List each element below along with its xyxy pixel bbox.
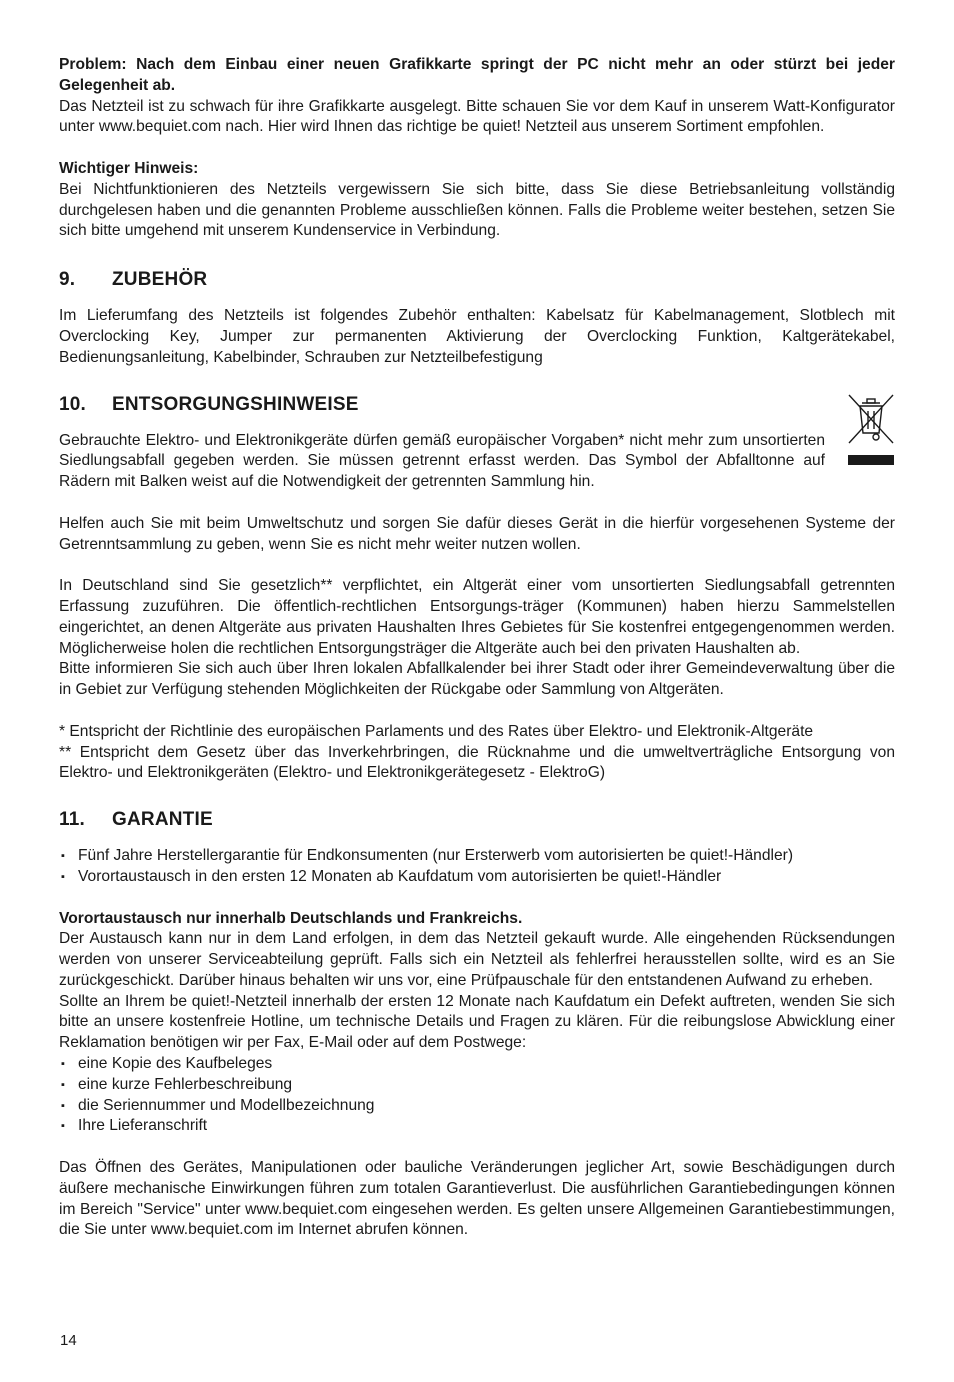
section-11-paragraph-1: Der Austausch kann nur in dem Land erfolgen, in dem das Netzteil gekauft wurde. Alle eingehenden Rücksendungen werden von unserer Serviceabteilung geprüft. Falls sich ein Netzteil als fehlerfrei herausstellen sollte, wird es an Sie zurückgeschickt. Darüber hinaus behalten wir uns vor, eine Prüfpauschale für den entstandenen Aufwand zu erheben.	[59, 930, 895, 989]
list-item: ▪ die Seriennummer und Modellbezeichnung	[59, 1096, 895, 1117]
list-item: ▪ Ihre Lieferanschrift	[59, 1116, 895, 1137]
hint-heading: Wichtiger Hinweis:	[59, 159, 199, 177]
section-10-heading	[59, 393, 895, 417]
warranty-bullet-list	[59, 846, 895, 888]
section-10-number: 10.	[59, 393, 87, 415]
problem-text: Das Netzteil ist zu schwach für ihre Grafikkarte ausgelegt. Bitte schauen Sie vor dem Kauf in unserem Watt-Konfigurator unter www.bequiet.com nach. Hier wird Ihnen das richtige be quiet! Netzteil aus unserem Sortiment empfohlen.	[59, 97, 895, 136]
list-item: ▪ Fünf Jahre Herstellergarantie für Endkonsumenten (nur Ersterwerb vom autorisierten be quiet!-Händler)	[59, 846, 895, 867]
section-9-heading	[59, 268, 895, 292]
section-11-sub-heading: Vorortaustausch nur innerhalb Deutschlands und Frankreichs.	[59, 909, 523, 927]
section-11-heading	[59, 808, 895, 832]
page-number: 14	[60, 1332, 77, 1349]
list-item: ▪ Vorortaustausch in den ersten 12 Monaten ab Kaufdatum vom autorisierten be quiet!-Händler	[59, 867, 895, 888]
section-10-title: ENTSORGUNGSHINWEISE	[112, 393, 359, 415]
crossed-out-wheelie-bin-icon	[847, 393, 895, 467]
section-9-number: 9.	[59, 269, 76, 291]
section-9-text: Im Lieferumfang des Netzteils ist folgendes Zubehör enthalten: Kabelsatz für Kabelmanagement, Slotblech mit Overclocking Key, Jumper zur permanenten Aktivierung der Overclocking Funktion, Kaltgerätekabel, Bedienungsanleitung, Kabelbinder, Schrauben zur Netzteilbefestigung	[59, 307, 895, 366]
section-11-number: 11.	[59, 809, 85, 831]
footnote-2: ** Entspricht dem Gesetz über das Inverkehrbringen, die Rücknahme und die umweltverträgliche Entsorgung von Elektro- und Elektronikgeräten (Elektro- und Elektronikgerätegesetz - ElektroG)	[59, 743, 895, 782]
section-11-paragraph-3: Das Öffnen des Gerätes, Manipulationen oder bauliche Veränderungen jeglicher Art, sowie Beschädigungen durch äußere mechanische Einwirkungen führen zum totalen Garantieverlust. Die ausführlichen Garantiebedingungen können im Bereich "Service" unter www.bequiet.com eingesehen werden. Es gelten unsere Allgemeinen Garantiebestimmungen, die Sie unter www.bequiet.com im Internet abrufen können.	[59, 1159, 895, 1239]
section-10-paragraph-1: Gebrauchte Elektro- und Elektronikgeräte dürfen gemäß europäischer Vorgaben* nicht mehr zum unsortierten Siedlungsabfall gegeben werden. Sie müssen getrennt erfasst werden. Das Symbol der Abfalltonne auf Rädern mit Balken weist auf die Notwendigkeit der getrennten Sammlung hin.	[59, 431, 825, 491]
section-11-paragraph-2: Sollte an Ihrem be quiet!-Netzteil innerhalb der ersten 12 Monate nach Kaufdatum ein Defekt auftreten, wenden Sie sich bitte an unsere kostenfreie Hotline, um technische Details und Fragen zu klären. Für die reibungslose Abwicklung einer Reklamation benötigen wir per Fax, E-Mail oder auf dem Postwege:	[59, 992, 895, 1052]
list-item: ▪ eine Kopie des Kaufbeleges	[59, 1054, 895, 1075]
hint-text: Bei Nichtfunktionieren des Netzteils vergewissern Sie sich bitte, dass Sie diese Betriebsanleitung vollständig durchgelesen haben und die genannten Probleme ausschließen können. Falls die Probleme weiter bestehen, setzen Sie sich bitte umgehend mit unserem Kundenservice in Verbindung.	[59, 180, 895, 240]
footnote-1: * Entspricht der Richtlinie des europäischen Parlaments und des Rates über Elektro- und Elektronik-Altgeräte	[59, 722, 814, 740]
section-10-paragraph-3: In Deutschland sind Sie gesetzlich** verpflichtet, ein Altgerät einer vom unsortierten Siedlungsabfall getrennten Erfassung zuzuführen. Die öffentlich-rechtlichen Entsorgungs-träger (Kommunen) haben hierzu Sammelstellen eingerichtet, an denen Altgeräte aus privaten Haushalten Ihres Gebietes für Sie kostenfrei entgegengenommen werden. Möglicherweise holen die rechtlichen Entsorgungsträger die Altgeräte auch bei den privaten Haushalten ab.	[59, 577, 895, 657]
section-10-paragraph-4: Bitte informieren Sie sich auch über Ihren lokalen Abfallkalender bei ihrer Stadt oder ihrer Gemeindeverwaltung über die in Gebiet zur Verfügung stehenden Möglichkeiten der Rückgabe oder Sammlung von Altgeräten.	[59, 660, 895, 699]
list-item: ▪ eine kurze Fehlerbeschreibung	[59, 1075, 895, 1096]
page-content	[59, 55, 895, 1241]
section-10	[59, 393, 895, 493]
section-10-paragraph-2: Helfen auch Sie mit beim Umweltschutz und sorgen Sie dafür dieses Gerät in die hierfür vorgesehenen Systeme der Getrenntsammlung zu geben, wenn Sie es nicht mehr weiter nutzen wollen.	[59, 514, 895, 553]
problem-heading: Problem: Nach dem Einbau einer neuen Grafikkarte springt der PC nicht mehr an oder stürzt bei jeder Gelegenheit ab.	[59, 56, 895, 94]
section-9-title: ZUBEHÖR	[112, 269, 208, 291]
requirements-list	[59, 1054, 895, 1137]
section-11-title: GARANTIE	[112, 809, 213, 831]
